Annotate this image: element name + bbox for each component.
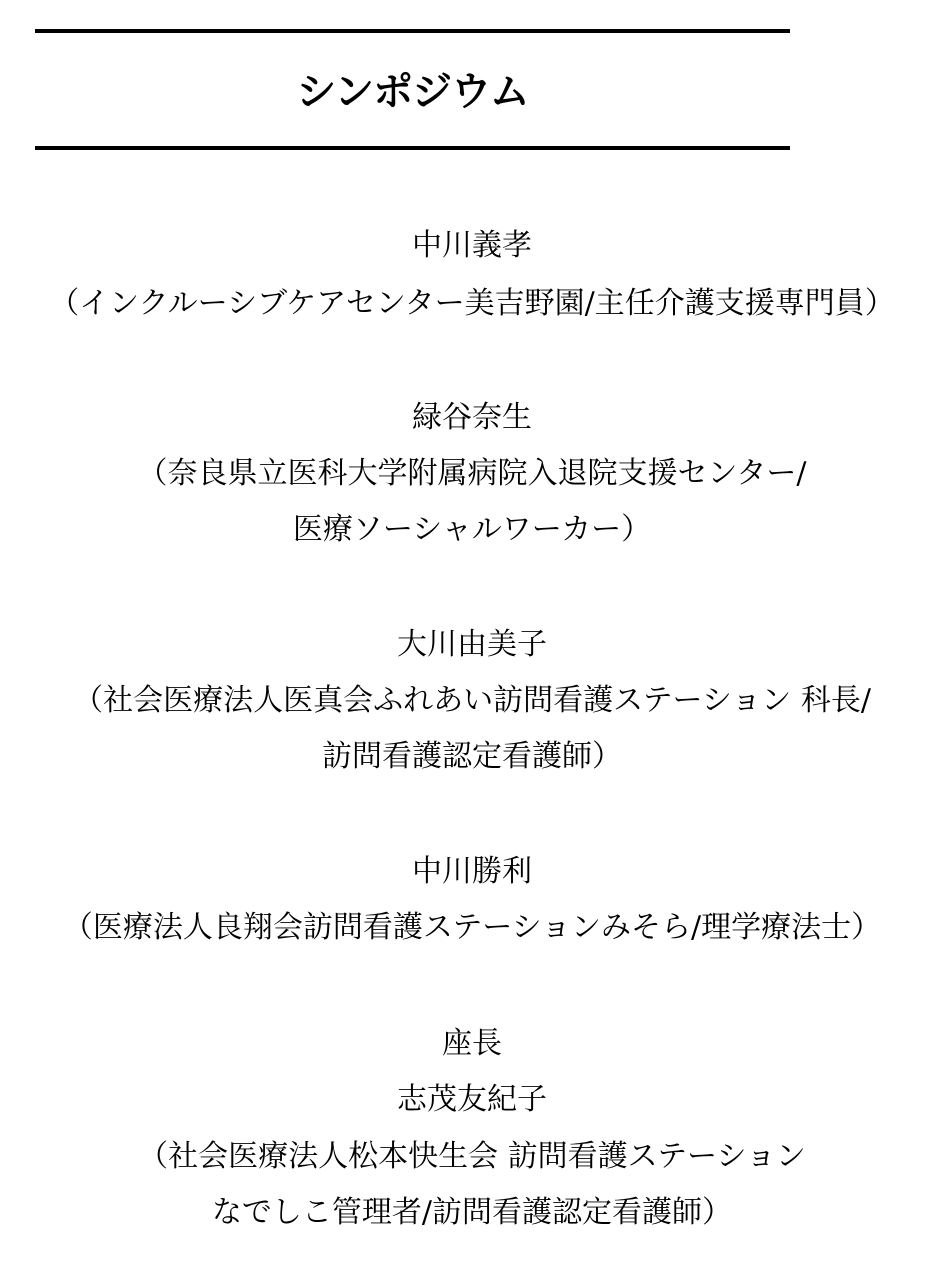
chair-label: 座長	[442, 1026, 502, 1061]
speaker-affiliation: （医療法人良翔会訪問看護ステーションみそら/理学療法士）	[62, 910, 882, 945]
speaker-affiliation: 訪問看護認定看護師）	[322, 739, 622, 774]
page-title: シンポジウム	[296, 69, 529, 115]
speaker-name: 中川義孝	[412, 228, 532, 263]
speaker-affiliation: （社会医療法人医真会ふれあい訪問看護ステーション 科長/	[73, 683, 871, 718]
speaker-name: 大川由美子	[397, 627, 547, 662]
chair-name: 志茂友紀子	[397, 1082, 547, 1117]
speaker-affiliation: （インクルーシブケアセンター美吉野園/主任介護支援専門員）	[49, 286, 895, 321]
speaker-affiliation: 医療ソーシャルワーカー）	[292, 512, 652, 547]
top-rule	[35, 29, 790, 33]
chair-affiliation: （社会医療法人松本快生会 訪問看護ステーション	[138, 1139, 806, 1174]
speaker-name: 緑谷奈生	[412, 400, 532, 435]
speaker-affiliation: （奈良県立医科大学附属病院入退院支援センター/	[137, 456, 807, 491]
speaker-name: 中川勝利	[412, 854, 532, 889]
chair-affiliation: なでしこ管理者/訪問看護認定看護師）	[211, 1195, 733, 1230]
bottom-rule	[35, 146, 790, 150]
